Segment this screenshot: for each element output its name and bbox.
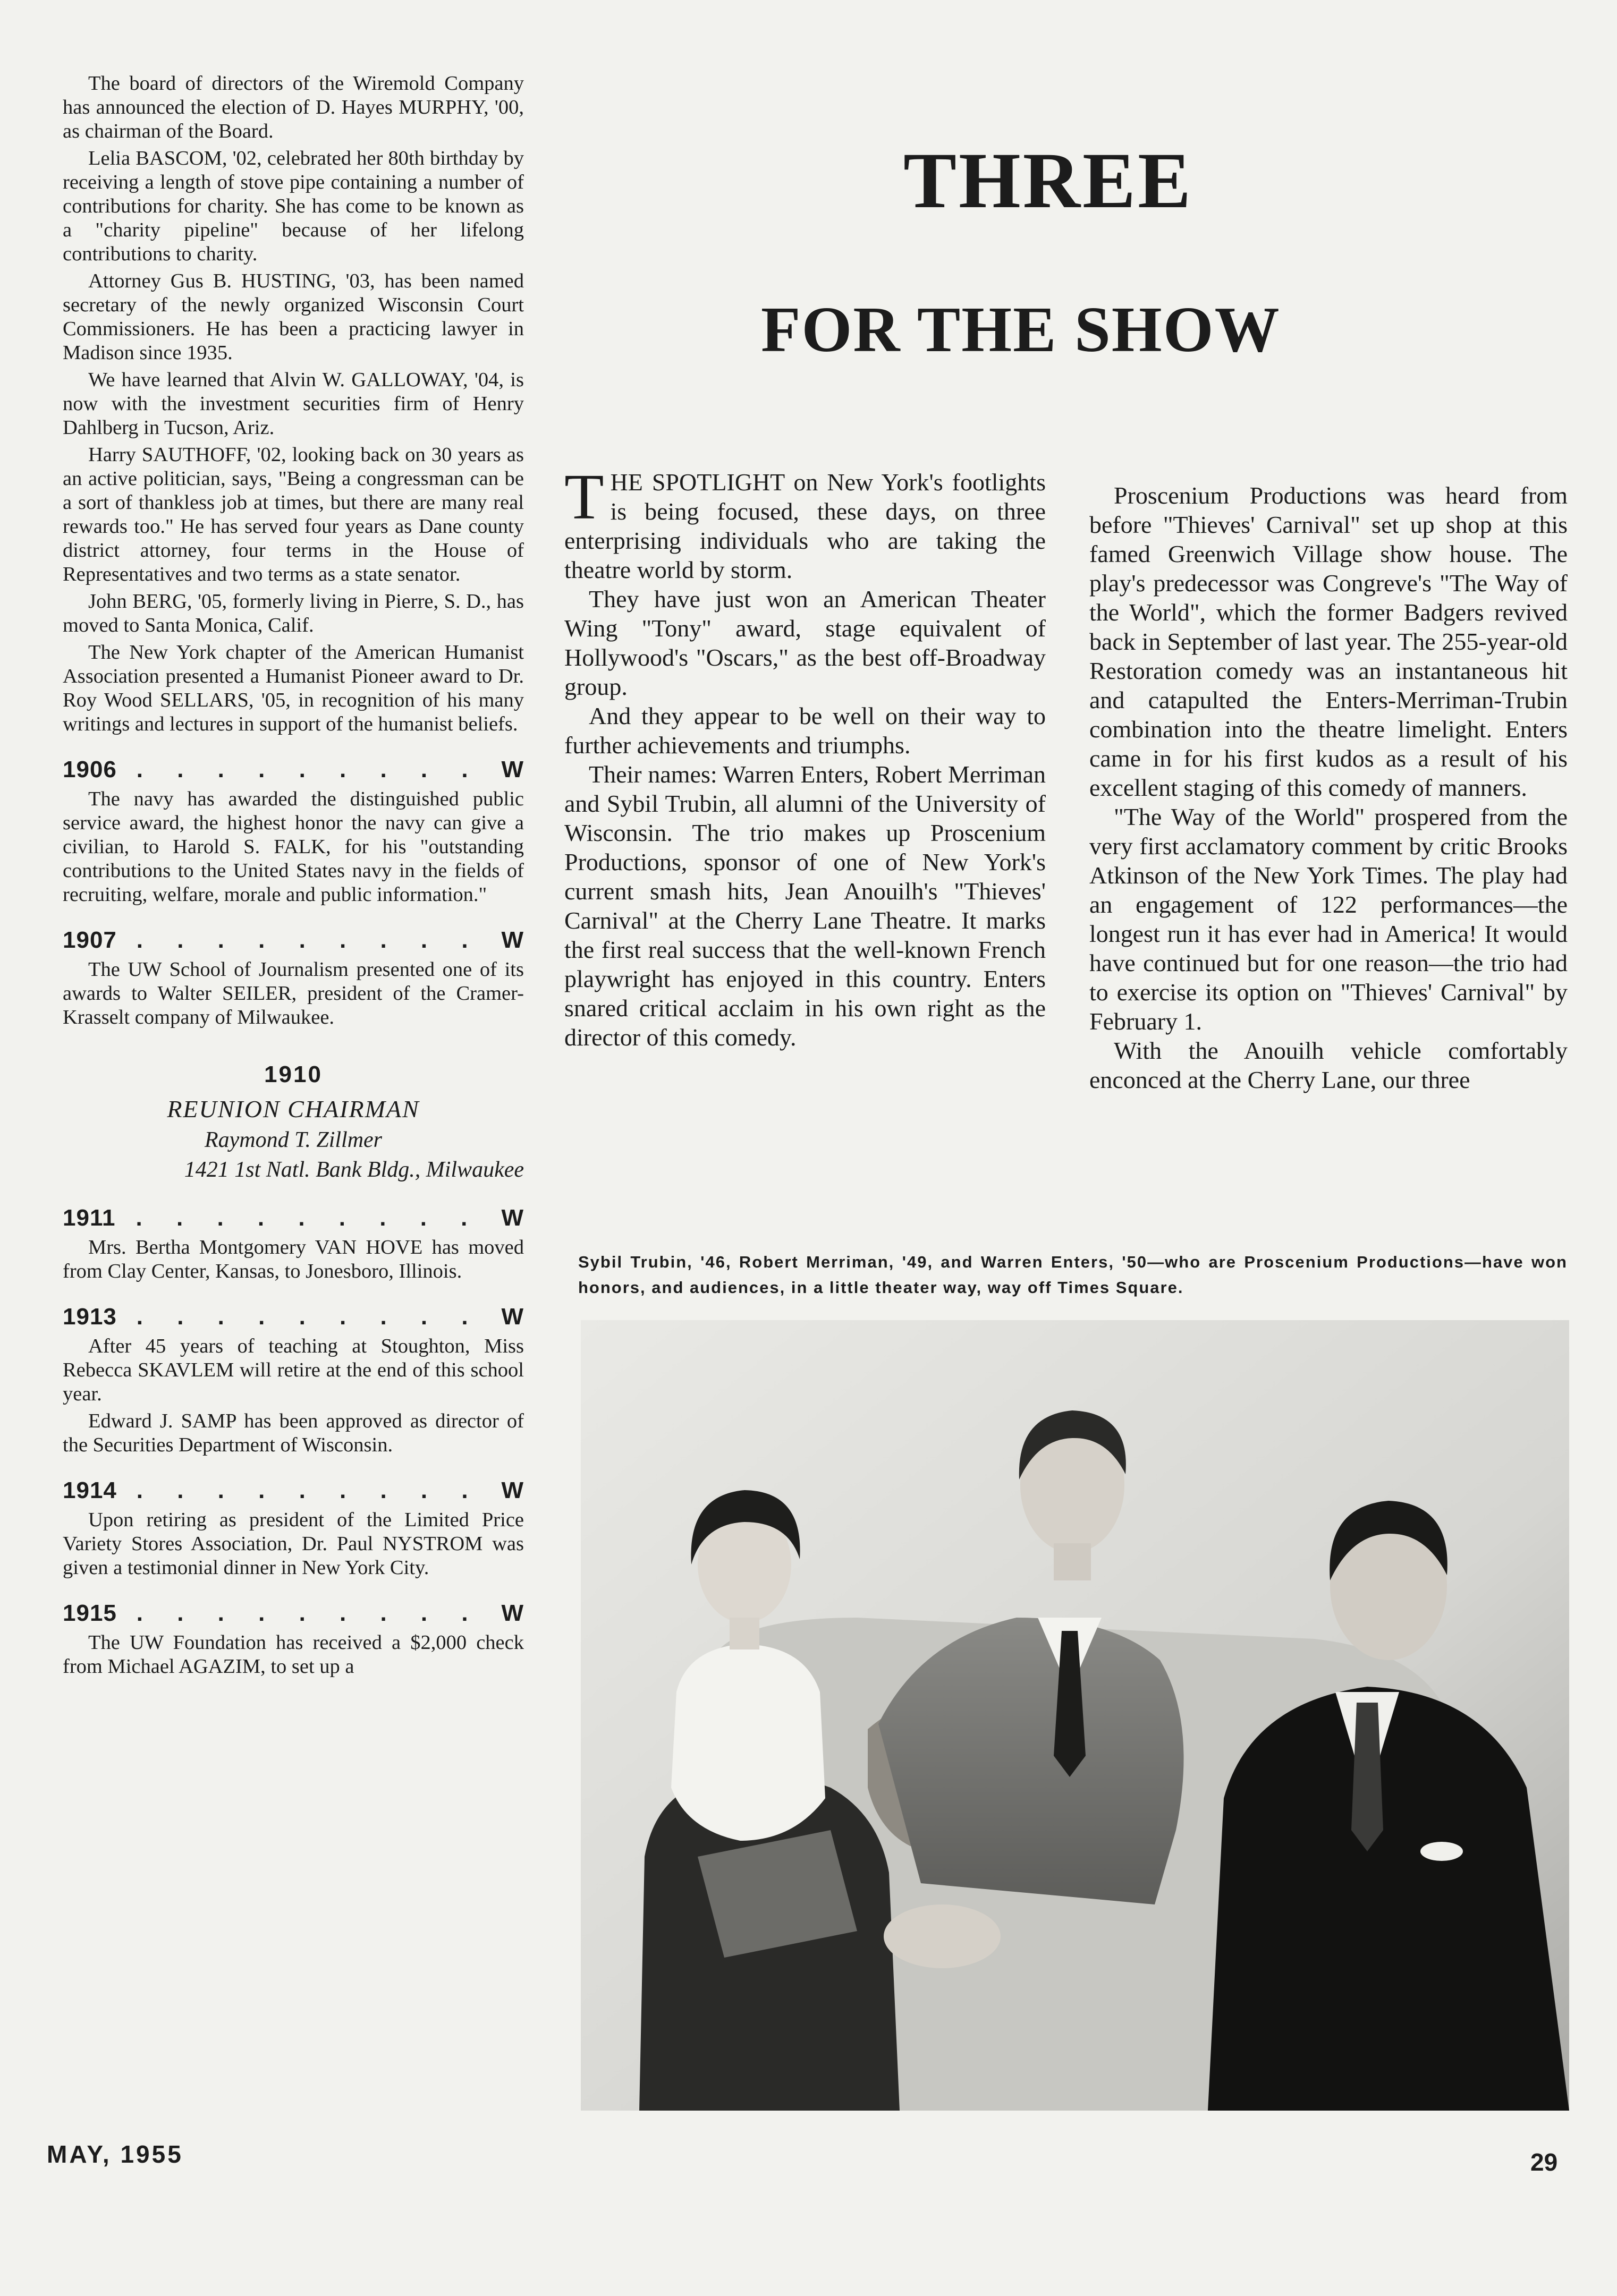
class-mark: W (501, 1477, 524, 1503)
group-photo (581, 1320, 1569, 2111)
class-heading-1915 (63, 1600, 524, 1627)
article-paragraph: And they appear to be well on their way to further achievements and triumphs. (564, 702, 1046, 759)
article-paragraph: Their names: Warren Enters, Robert Merriman and Sybil Trubin, all alumni of the University of Wisconsin. The trio makes up Proscenium Productions, sponsor of one of New York's current smash hits, Jean Anouilh's "Thieves' Carnival" at the Cherry Lane Theatre. It marks the first real success that the well-known French playwright has enjoyed in this country. Enters snared critical acclaim in his own right as the director of this comedy. (564, 761, 1046, 1051)
page-number: 29 (1530, 2148, 1558, 2176)
leader-dots: . . . . . . . . . (136, 1600, 482, 1626)
article-paragraph: With the Anouilh vehicle comfortably enconced at the Cherry Lane, our three (1089, 1037, 1568, 1093)
headline-three: THREE (903, 137, 1193, 225)
photo-caption: Sybil Trubin, '46, Robert Merriman, '49, and Warren Enters, '50—who are Proscenium Productions—have won honors, and audiences, in a little theater way, way off Times Square. (578, 1253, 1568, 1297)
leader-dots: . . . . . . . . . (136, 1205, 481, 1231)
note-paragraph: Edward J. SAMP has been approved as director of the Securities Department of Wisconsin. (63, 1410, 524, 1456)
note-paragraph: Lelia BASCOM, '02, celebrated her 80th birthday by receiving a length of stove pipe containing a number of contributions for charity. She has come to be known as a "charity pipeline" because of her lifelong contributions to charity. (63, 147, 524, 265)
article-lead-paragraph (564, 461, 1046, 584)
class-notes-column (63, 72, 524, 1682)
reunion-chairman-name: Raymond T. Zillmer (204, 1128, 383, 1152)
note-paragraph: The New York chapter of the American Humanist Association presented a Humanist Pioneer award to Dr. Roy Wood SELLARS, '05, in recognition of his many writings and lectures in support of the humanist beliefs. (63, 641, 524, 735)
class-year: 1907 (63, 927, 117, 953)
class-year: 1915 (63, 1600, 117, 1626)
class-heading-1914 (63, 1477, 524, 1504)
article-paragraph: They have just won an American Theater Wing "Tony" award, stage equivalent of Hollywood's "Oscars," as the best off-Broadway group. (564, 585, 1046, 700)
lead-text: HE SPOTLIGHT on New York's footlights is being focused, these days, on three enterprising individuals who are taking the theatre world by storm. (564, 469, 1046, 583)
note-paragraph: John BERG, '05, formerly living in Pierre, S. D., has moved to Santa Monica, Calif. (63, 590, 524, 636)
reunion-chairman-address: 1421 1st Natl. Bank Bldg., Milwaukee (184, 1158, 524, 1182)
class-heading-1907 (63, 927, 524, 954)
class-year: 1906 (63, 756, 117, 783)
reunion-year: 1910 (264, 1061, 323, 1087)
class-year: 1913 (63, 1304, 117, 1330)
article-column-2 (1089, 481, 1568, 1094)
note-paragraph: The board of directors of the Wiremold Company has announced the election of D. Hayes MURPHY, '00, as chairman of the Board. (63, 72, 524, 142)
article-paragraph: "The Way of the World" prospered from the very first acclamatory comment by critic Brooks Atkinson of the New York Times. The play had an engagement of 122 performances—the longest run it has ever had in America! It would have continued but for one reason—the trio had to exercise its option on "Thieves' Carnival" by February 1. (1089, 803, 1568, 1035)
article-column-1 (564, 461, 1046, 1052)
class-mark: W (501, 756, 524, 783)
article-paragraph: Proscenium Productions was heard from before "Thieves' Carnival" set up shop at this famed Greenwich Village show house. The play's predecessor was Congreve's "The Way of the World", which the former Badgers revived back in September of last year. The 255-year-old Restoration comedy was an instantaneous hit and catapulted the Enters-Merriman-Trubin combination into the theatre limelight. Enters came in for his first kudos as a result of his excellent staging of this comedy of manners. (1089, 482, 1568, 801)
class-mark: W (501, 1304, 524, 1330)
class-heading-1906 (63, 756, 524, 783)
headline-for-the-show: FOR THE SHOW (761, 294, 1281, 365)
leader-dots: . . . . . . . . . (136, 1477, 482, 1503)
reunion-title: REUNION CHAIRMAN (167, 1095, 420, 1123)
note-paragraph: We have learned that Alvin W. GALLOWAY, '04, is now with the investment securities firm of Henry Dahlberg in Tucson, Ariz. (63, 369, 524, 439)
class-heading-1913 (63, 1304, 524, 1330)
note-paragraph: Harry SAUTHOFF, '02, looking back on 30 years as an active politician, says, "Being a congressman can be a sort of thankless job at times, but there are many real rewards too." He has served four years as Dane county district attorney, four terms in the House of Representatives and two terms as a state senator. (63, 444, 524, 585)
class-mark: W (501, 927, 524, 953)
note-paragraph: The UW School of Journalism presented one of its awards to Walter SEILER, president of the Cramer-Krasselt company of Milwaukee. (63, 958, 524, 1028)
class-year: 1914 (63, 1477, 117, 1503)
note-paragraph: The UW Foundation has received a $2,000 check from Michael AGAZIM, to set up a (63, 1631, 524, 1678)
leader-dots: . . . . . . . . . (136, 756, 482, 783)
leader-dots: . . . . . . . . . (136, 1304, 482, 1330)
class-year: 1911 (63, 1205, 116, 1231)
note-paragraph: Upon retiring as president of the Limited Price Variety Stores Association, Dr. Paul NYSTROM was given a testimonial dinner in New York City. (63, 1509, 524, 1579)
drop-cap: T (564, 461, 604, 533)
note-paragraph: After 45 years of teaching at Stoughton, Miss Rebecca SKAVLEM will retire at the end of this school year. (63, 1335, 524, 1405)
class-mark: W (501, 1600, 524, 1626)
leader-dots: . . . . . . . . . (136, 927, 482, 953)
class-heading-1911 (63, 1205, 524, 1231)
note-paragraph: The navy has awarded the distinguished public service award, the highest honor the navy can give a civilian, to Harold S. FALK, for his "outstanding contributions to the United States navy in the fields of recruiting, welfare, morale and public information." (63, 788, 524, 906)
reunion-chairman-block (63, 1061, 524, 1185)
issue-date: MAY, 1955 (47, 2140, 183, 2168)
intro-notes (63, 72, 524, 736)
class-mark: W (501, 1205, 524, 1231)
note-paragraph: Attorney Gus B. HUSTING, '03, has been named secretary of the newly organized Wisconsin Court Commissioners. He has been a practicing lawyer in Madison since 1935. (63, 270, 524, 364)
note-paragraph: Mrs. Bertha Montgomery VAN HOVE has moved from Clay Center, Kansas, to Jonesboro, Illinois. (63, 1236, 524, 1282)
